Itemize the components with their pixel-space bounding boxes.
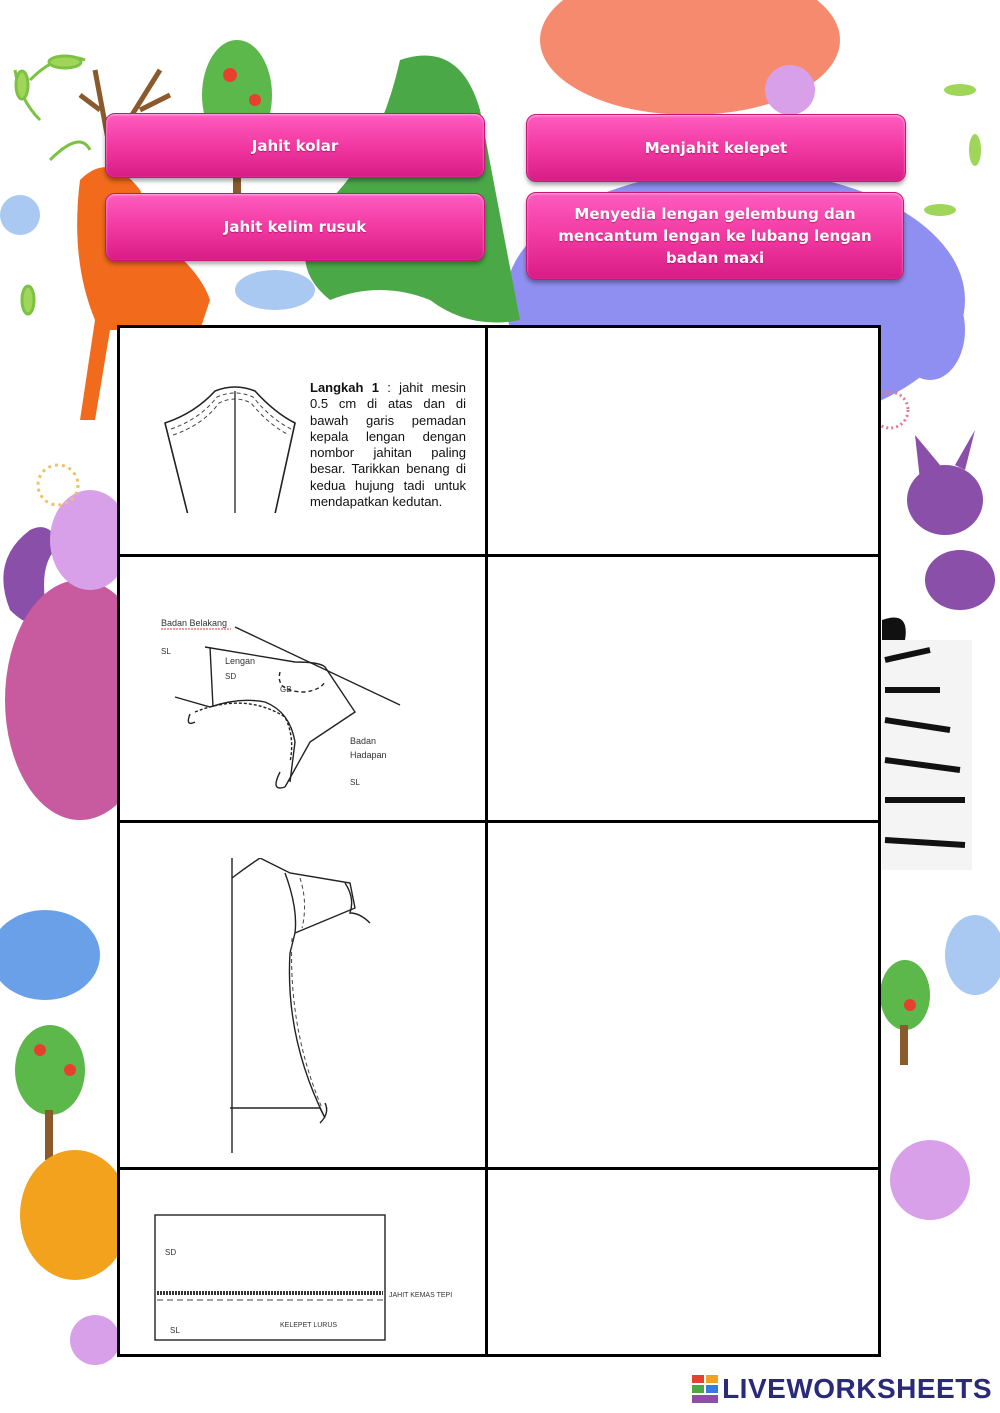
answer-drop-zone-1[interactable]: [488, 328, 878, 557]
maxi-dress-drawing: [220, 858, 400, 1158]
answer-option-lengan-gelembung[interactable]: Menyedia lengan gelembung dan mencantum lengan ke lubang lengan badan maxi: [526, 192, 904, 280]
label-sd-strip: SD: [165, 1248, 177, 1257]
label-sl-top: SL: [161, 647, 171, 656]
answer-option-jahit-kolar[interactable]: Jahit kolar: [105, 113, 485, 178]
label-kelepet-lurus: KELEPET LURUS: [280, 1322, 338, 1329]
label-sl-strip: SL: [170, 1326, 180, 1335]
label-badan: Badan: [350, 736, 377, 746]
step-3-illustration-cell: [120, 823, 488, 1170]
live-badge-icon: [692, 1375, 718, 1403]
step-1-instruction: [310, 380, 466, 510]
step-4-illustration-cell: [120, 1170, 488, 1354]
label-badan-belakang: Badan Belakang: [161, 618, 228, 628]
label-hadapan: Hadapan: [350, 750, 387, 760]
step-1-heading: Langkah 1: [310, 380, 379, 395]
worksheet-table: [117, 325, 881, 1357]
crocodile-shape: [305, 56, 520, 323]
label-gb: GB: [280, 685, 292, 694]
logo-text: LIVEWORKSHEETS: [722, 1373, 992, 1404]
answer-drop-zone-3[interactable]: [488, 823, 878, 1170]
label-sl-bottom: SL: [350, 778, 360, 787]
answer-drop-zone-4[interactable]: [488, 1170, 878, 1354]
answer-option-jahit-kelim-rusuk[interactable]: Jahit kelim rusuk: [105, 193, 485, 261]
label-lengan: Lengan: [225, 656, 256, 666]
label-jahit-kemas-tepi: JAHIT KEMAS TEPI: [389, 1292, 453, 1299]
liveworksheets-logo: [692, 1373, 992, 1405]
step-2-illustration-cell: [120, 557, 488, 823]
facing-strip-drawing: [145, 1205, 475, 1355]
answer-option-menjahit-kelepet[interactable]: Menjahit kelepet: [526, 114, 906, 182]
label-sd: SD: [225, 672, 237, 681]
sleeve-attach-drawing: [155, 602, 455, 802]
step-1-text: : jahit mesin 0.5 cm di atas dan di bawah garis pemadan kepala lengan dengan nombor jahitan paling besar. Tarikkan benang di kedua hujung tadi untuk mendapatkan kedutan.: [310, 380, 466, 510]
step-1-illustration-cell: [120, 328, 488, 557]
sleeve-pattern-drawing: [145, 383, 305, 513]
answer-drop-zone-2[interactable]: [488, 557, 878, 823]
